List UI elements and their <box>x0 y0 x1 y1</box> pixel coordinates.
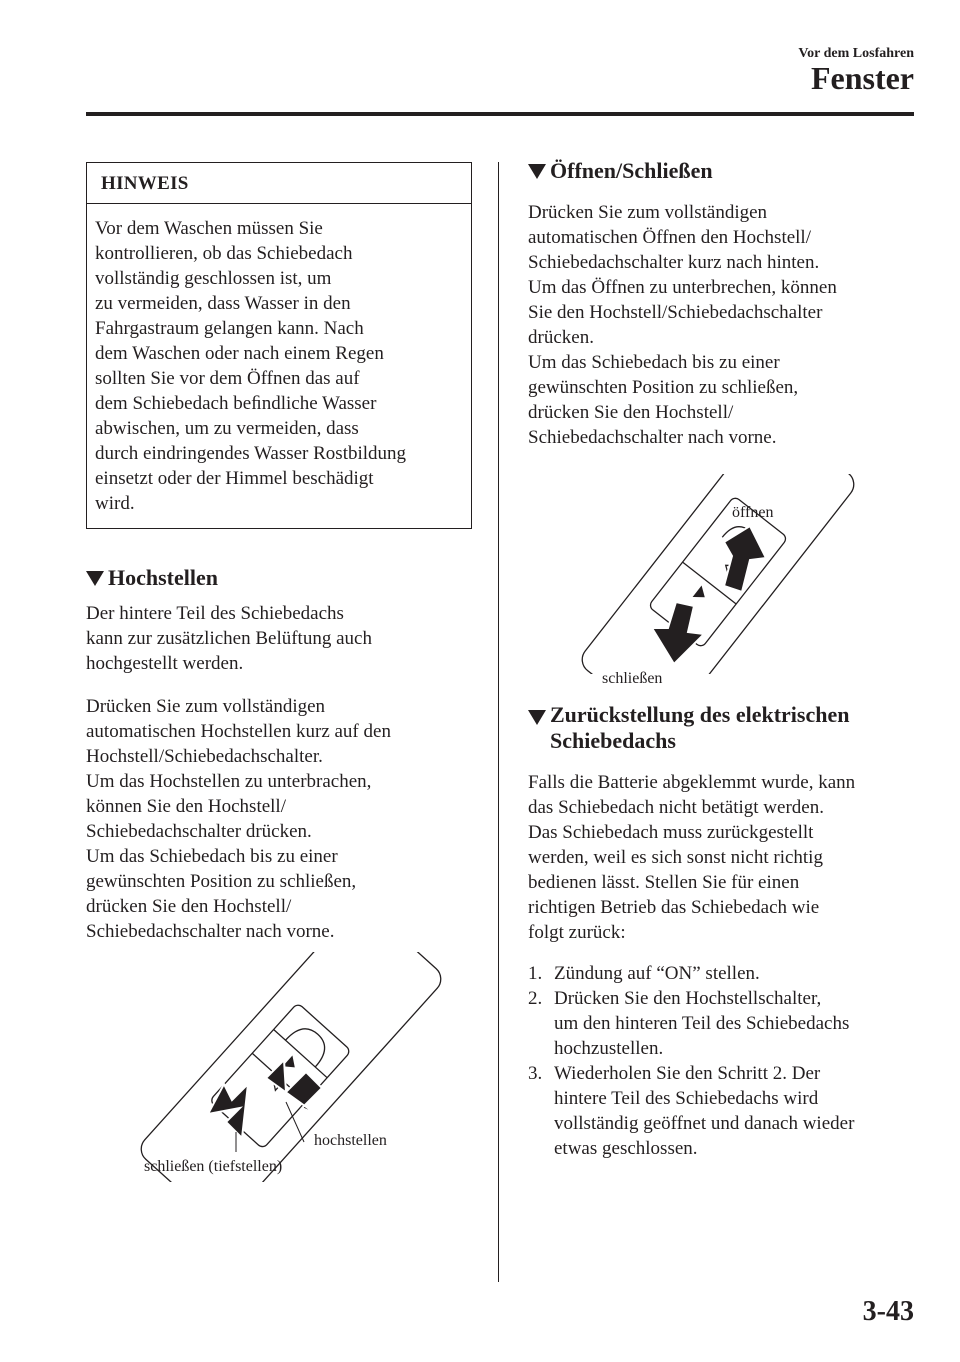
step-text: Wiederholen Sie den Schritt 2. Der hintere Teil des Schiebedachs wird vollständig geöffnet und danach wieder etwas geschlossen. <box>554 1063 855 1159</box>
oeffnen-heading <box>528 158 928 184</box>
page-number: 3-43 <box>862 1296 914 1327</box>
note-title: HINWEIS <box>87 163 471 204</box>
column-divider <box>498 162 499 1282</box>
hochstellen-heading-text: Hochstellen <box>108 565 218 590</box>
right-column <box>528 158 928 1161</box>
note-box <box>86 162 472 529</box>
reset-intro: Falls die Batterie abgeklemmt wurde, kann das Schiebedach nicht betätigt werden. Das Schiebedach muss zurückgestellt werden, weil es sich sonst nicht richtig bedienen lässt. Stellen Sie für einen richtigen Betrieb das Schiebedach wie folgt zurück: <box>528 772 856 943</box>
triangle-bullet-icon <box>528 710 546 725</box>
label-schliessen-tiefstellen: schließen (tiefstellen) <box>144 1158 283 1175</box>
reset-heading-text: Zurückstellung des elektrischen Schiebedachs <box>550 702 850 753</box>
step-number: 3. <box>528 1063 543 1084</box>
slide-switch-illustration <box>528 474 928 674</box>
triangle-bullet-icon <box>528 164 546 179</box>
oeffnen-heading-text: Öffnen/Schließen <box>550 158 713 183</box>
list-item <box>528 961 928 986</box>
step-text: Drücken Sie den Hochstellschalter, um den hinteren Teil des Schiebedachs hochzustellen. <box>554 988 850 1059</box>
console-panel <box>577 474 860 674</box>
oeffnen-instructions: Drücken Sie zum vollständigen automatischen Öffnen den Hochstell/ Schiebedachschalter kurz nach hinten. Um das Öffnen zu unterbrechen, können Sie den Hochstell/Schiebedachschalter drücken. Um das Schiebedach bis zu einer gewünschten Position zu schließen, drücken Sie den Hochstell/ Schiebedachschalter nach vorne. <box>528 202 837 448</box>
reset-steps <box>528 961 928 1161</box>
step-number: 1. <box>528 963 543 984</box>
header-rule <box>86 112 914 116</box>
step-number: 2. <box>528 988 543 1009</box>
left-column <box>86 162 476 1182</box>
note-body: Vor dem Waschen müssen Sie kontrollieren, ob das Schiebedach vollständig geschlossen ist, um zu vermeiden, dass Wasser in den Fahrgastraum gelangen kann. Nach dem Waschen oder nach einem Regen sollten Sie vor dem Öffnen das auf dem Schiebedach beﬁndliche Wasser abwischen, um zu vermeiden, dass durch eindringendes Wasser Rostbildung einsetzt oder der Himmel beschädigt wird. <box>95 218 407 514</box>
hochstellen-heading <box>86 565 476 591</box>
label-oeffnen: öffnen <box>732 504 774 521</box>
label-hochstellen: hochstellen <box>314 1132 387 1149</box>
page-title: Fenster <box>810 60 914 96</box>
triangle-bullet-icon <box>86 571 104 586</box>
list-item <box>528 986 928 1061</box>
hochstellen-instructions: Drücken Sie zum vollständigen automatischen Hochstellen kurz auf den Hochstell/Schiebedachschalter. Um das Hochstellen zu unterbrachen, können Sie den Hochstell/ Schiebedachschalter drücken. Um das Schiebedach bis zu einer gewünschten Position zu schließen, drücken Sie den Hochstell/ Schiebedachschalter nach vorne. <box>86 696 391 942</box>
step-text: Zündung auf “ON” stellen. <box>554 963 760 984</box>
tilt-switch-illustration <box>86 952 476 1182</box>
reset-heading <box>528 702 928 754</box>
hochstellen-intro: Der hintere Teil des Schiebedachs kann zur zusätzlichen Belüftung auch hochgestellt werden. <box>86 603 372 674</box>
tilt-switch-figure <box>86 952 476 1182</box>
slide-switch-figure <box>528 474 928 687</box>
label-schliessen: schließen <box>602 670 663 687</box>
header-section: Vor dem Losfahren <box>798 46 914 61</box>
list-item <box>528 1061 928 1161</box>
